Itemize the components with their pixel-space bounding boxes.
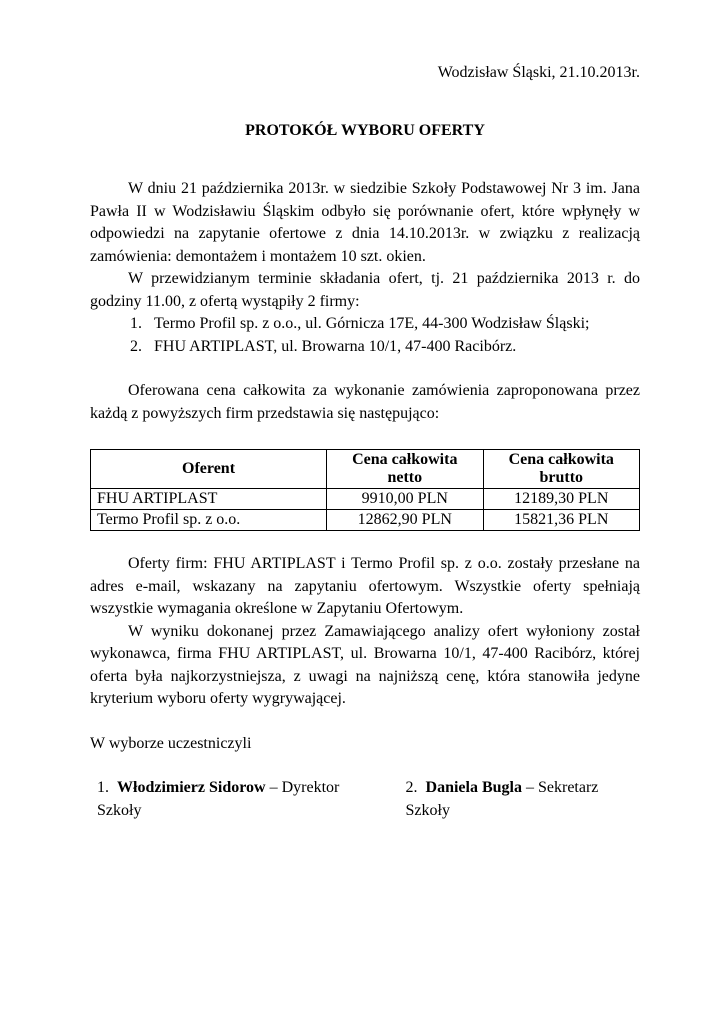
table-cell-brutto: 12189,30 PLN (483, 489, 639, 510)
list-item-text: Termo Profil sp. z o.o., ul. Górnicza 17E, 44-300 Wodzisław Śląski; (154, 315, 590, 332)
signatory (406, 777, 640, 822)
paragraph-price-intro: Oferowana cena całkowita za wykonanie zamówienia zaproponowana przez każdą z powyższych firm przedstawia się następująco: (90, 382, 640, 422)
participants-intro: W wyborze uczestniczyli (90, 734, 252, 752)
list-item-text: FHU ARTIPLAST, ul. Browarna 10/1, 47-400 Racibórz. (154, 337, 517, 355)
table-cell-oferent: FHU ARTIPLAST (91, 489, 327, 510)
offers-table (90, 449, 640, 531)
list-item-number: 1. (130, 315, 142, 332)
table-row (91, 489, 640, 510)
signature-row (90, 777, 640, 822)
signatory-role: – Sekretarz Szkoły (405, 779, 599, 819)
spacer (90, 358, 640, 380)
paragraph-deadline-info: W przewidzianym terminie składania ofert, tj. 21 października 2013 r. do godziny 11.00, z ofertą wystąpiły 2 firmy: (90, 270, 640, 310)
paragraph-offers-received: Oferty firm: FHU ARTIPLAST i Termo Profil sp. z o.o. zostały przesłane na adres e-mail, wskazany na zapytaniu ofertowym. Wszystkie oferty spełniają wszystkie wymagania określone w Zapytaniu Ofertowym. (90, 555, 640, 617)
signatory (97, 777, 380, 822)
list-item-number: 2. (130, 337, 142, 355)
table-header-row (91, 450, 640, 489)
table-cell-netto: 9910,00 PLN (327, 489, 483, 510)
signatory-number: 2. (405, 779, 418, 796)
signatory-name: Włodzimierz Sidorow (117, 779, 266, 796)
table-cell-netto: 12862,90 PLN (327, 510, 483, 531)
signatory-name: Daniela Bugla (425, 779, 522, 796)
table-header-netto: Cena całkowita netto (327, 450, 483, 489)
document-title: PROTOKÓŁ WYBORU OFERTY (245, 122, 485, 139)
signatory-number: 1. (97, 779, 109, 796)
table-row (91, 510, 640, 531)
table-header-oferent: Oferent (91, 450, 327, 489)
list-item (130, 336, 640, 359)
spacer (90, 755, 640, 777)
spacer (90, 531, 640, 553)
table-cell-oferent: Termo Profil sp. z o.o. (91, 510, 327, 531)
dateline: Wodzisław Śląski, 21.10.2013r. (437, 64, 640, 81)
paragraph-winner: W wyniku dokonanej przez Zamawiającego analizy ofert wyłoniony został wykonawca, firma FHU ARTIPLAST, ul. Browarna 10/1, 47-400 Racibórz, której oferta była najkorzystniejsza, z uwagi na najniższą cenę, która stanowiła jedyne kryterium wyboru oferty wygrywającej. (90, 622, 640, 707)
table-header-brutto: Cena całkowita brutto (483, 450, 639, 489)
signatory-role: – Dyrektor Szkoły (97, 779, 340, 819)
table-cell-brutto: 15821,36 PLN (483, 510, 639, 531)
paragraph-meeting-info: W dniu 21 października 2013r. w siedzibie Szkoły Podstawowej Nr 3 im. Jana Pawła II w Wodzisławiu Śląskim odbyło się porównanie ofert, które wpłynęły w odpowiedzi na zapytanie ofertowe z dnia 14.10.2013r. w związku z realizacją zamówienia: demontażem i montażem 10 szt. okien. (90, 180, 640, 265)
spacer (90, 711, 640, 733)
list-item (130, 313, 640, 336)
offers-list (130, 313, 640, 358)
spacer (90, 425, 640, 447)
